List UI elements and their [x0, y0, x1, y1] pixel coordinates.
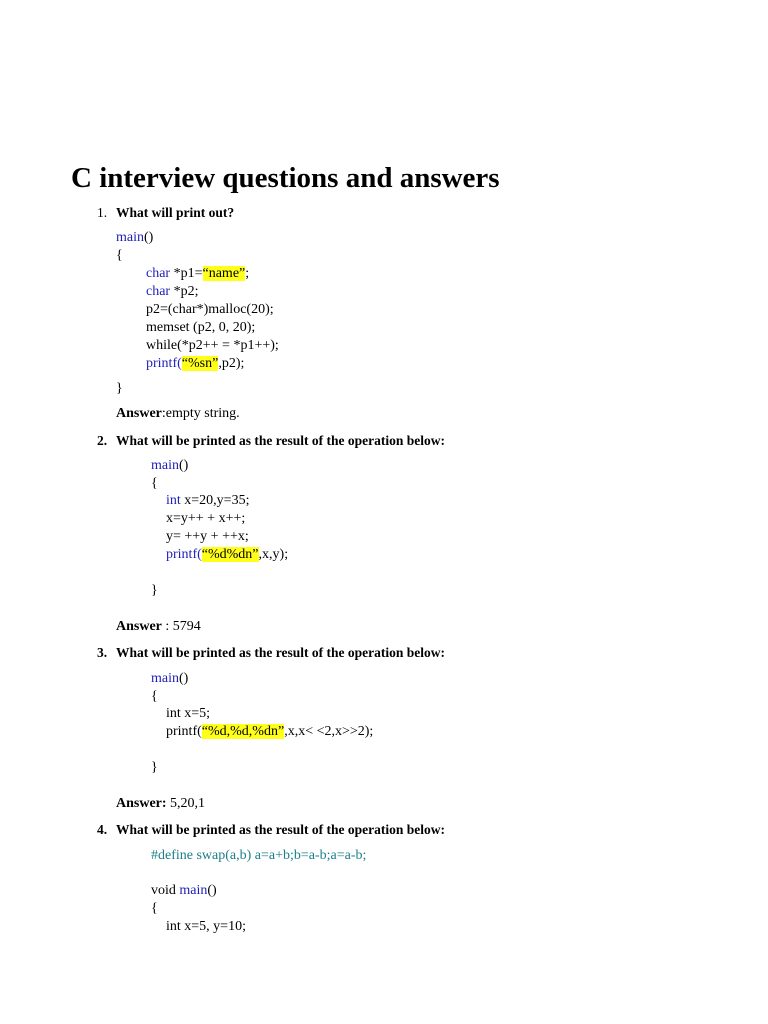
- question-2-number: 2.: [97, 433, 108, 448]
- q1-code-line-4: memset (p2, 0, 20);: [146, 320, 256, 335]
- keyword: main: [151, 458, 179, 473]
- q2-code-main: [151, 457, 188, 475]
- highlighted-string: “%d%dn”: [201, 547, 259, 562]
- code-text: (): [207, 883, 217, 898]
- q2-code-open-brace: {: [151, 476, 158, 491]
- q1-answer: [116, 405, 240, 423]
- answer-label: Answer: [116, 406, 162, 421]
- q2-code-close-brace: }: [151, 583, 158, 598]
- q3-code-main: [151, 670, 188, 688]
- code-text: (): [179, 458, 189, 473]
- q1-code-line-5: while(*p2++ = *p1++);: [146, 338, 279, 353]
- code-text: ;: [245, 266, 250, 281]
- code-text: ,x,y);: [258, 547, 289, 562]
- q3-code-line-1: int x=5;: [166, 706, 211, 721]
- q3-code-close-brace: }: [151, 760, 158, 775]
- answer-label: Answer: [116, 619, 162, 634]
- q3-code-open-brace: {: [151, 689, 158, 704]
- q2-code-line-1: [166, 492, 249, 510]
- code-text: printf(: [166, 724, 202, 739]
- answer-text: : 5794: [161, 619, 201, 634]
- question-2-text: What will be printed as the result of the operation below:: [116, 433, 445, 448]
- code-text: *p1=: [170, 266, 203, 281]
- code-text: *p2;: [170, 284, 199, 299]
- q4-code-open-brace: {: [151, 901, 158, 916]
- question-1-number: 1.: [97, 205, 108, 220]
- q1-code-line-1: [146, 265, 249, 283]
- highlighted-string: “%d,%d,%dn”: [201, 724, 285, 739]
- code-text: ,x,x< <2,x>>2);: [284, 724, 374, 739]
- answer-label: Answer:: [116, 796, 167, 811]
- code-text: void: [151, 883, 180, 898]
- keyword: char: [146, 284, 171, 299]
- answer-text: 5,20,1: [166, 796, 206, 811]
- highlighted-string: “%sn”: [181, 356, 219, 371]
- q2-code-line-4: [166, 546, 288, 564]
- q1-code-close-brace: }: [116, 381, 123, 396]
- q1-code-main: [116, 229, 153, 247]
- question-3-text: What will be printed as the result of the operation below:: [116, 645, 445, 660]
- q1-code-line-3: p2=(char*)malloc(20);: [146, 302, 274, 317]
- q3-code-line-2: [166, 723, 373, 741]
- q3-answer: [116, 795, 205, 813]
- question-4-text: What will be printed as the result of the operation below:: [116, 822, 445, 837]
- question-1-text: What will print out?: [116, 205, 235, 220]
- q4-code-void-main: [151, 882, 217, 900]
- code-text: (): [179, 671, 189, 686]
- keyword: printf(: [166, 547, 202, 562]
- question-3-number: 3.: [97, 645, 108, 660]
- keyword: printf(: [146, 356, 182, 371]
- keyword: int: [166, 493, 181, 508]
- q2-code-line-2: x=y++ + x++;: [166, 511, 246, 526]
- q2-answer: [116, 618, 201, 636]
- keyword: char: [146, 266, 171, 281]
- highlighted-string: “name”: [202, 266, 246, 281]
- question-4-number: 4.: [97, 822, 108, 837]
- page-title: C interview questions and answers: [71, 162, 500, 194]
- code-text: ,p2);: [218, 356, 245, 371]
- keyword: main: [116, 230, 144, 245]
- answer-text: :empty string.: [161, 406, 240, 421]
- keyword: main: [179, 883, 208, 898]
- keyword: main: [151, 671, 179, 686]
- code-text: (): [144, 230, 154, 245]
- q1-code-line-6: [146, 355, 244, 373]
- q2-code-line-3: y= ++y + ++x;: [166, 529, 249, 544]
- q4-code-define: #define swap(a,b) a=a+b;b=a-b;a=a-b;: [151, 848, 367, 863]
- code-text: x=20,y=35;: [180, 493, 250, 508]
- q4-code-line-1: int x=5, y=10;: [166, 919, 246, 934]
- q1-code-open-brace: {: [116, 248, 123, 263]
- q1-code-line-2: [146, 283, 198, 301]
